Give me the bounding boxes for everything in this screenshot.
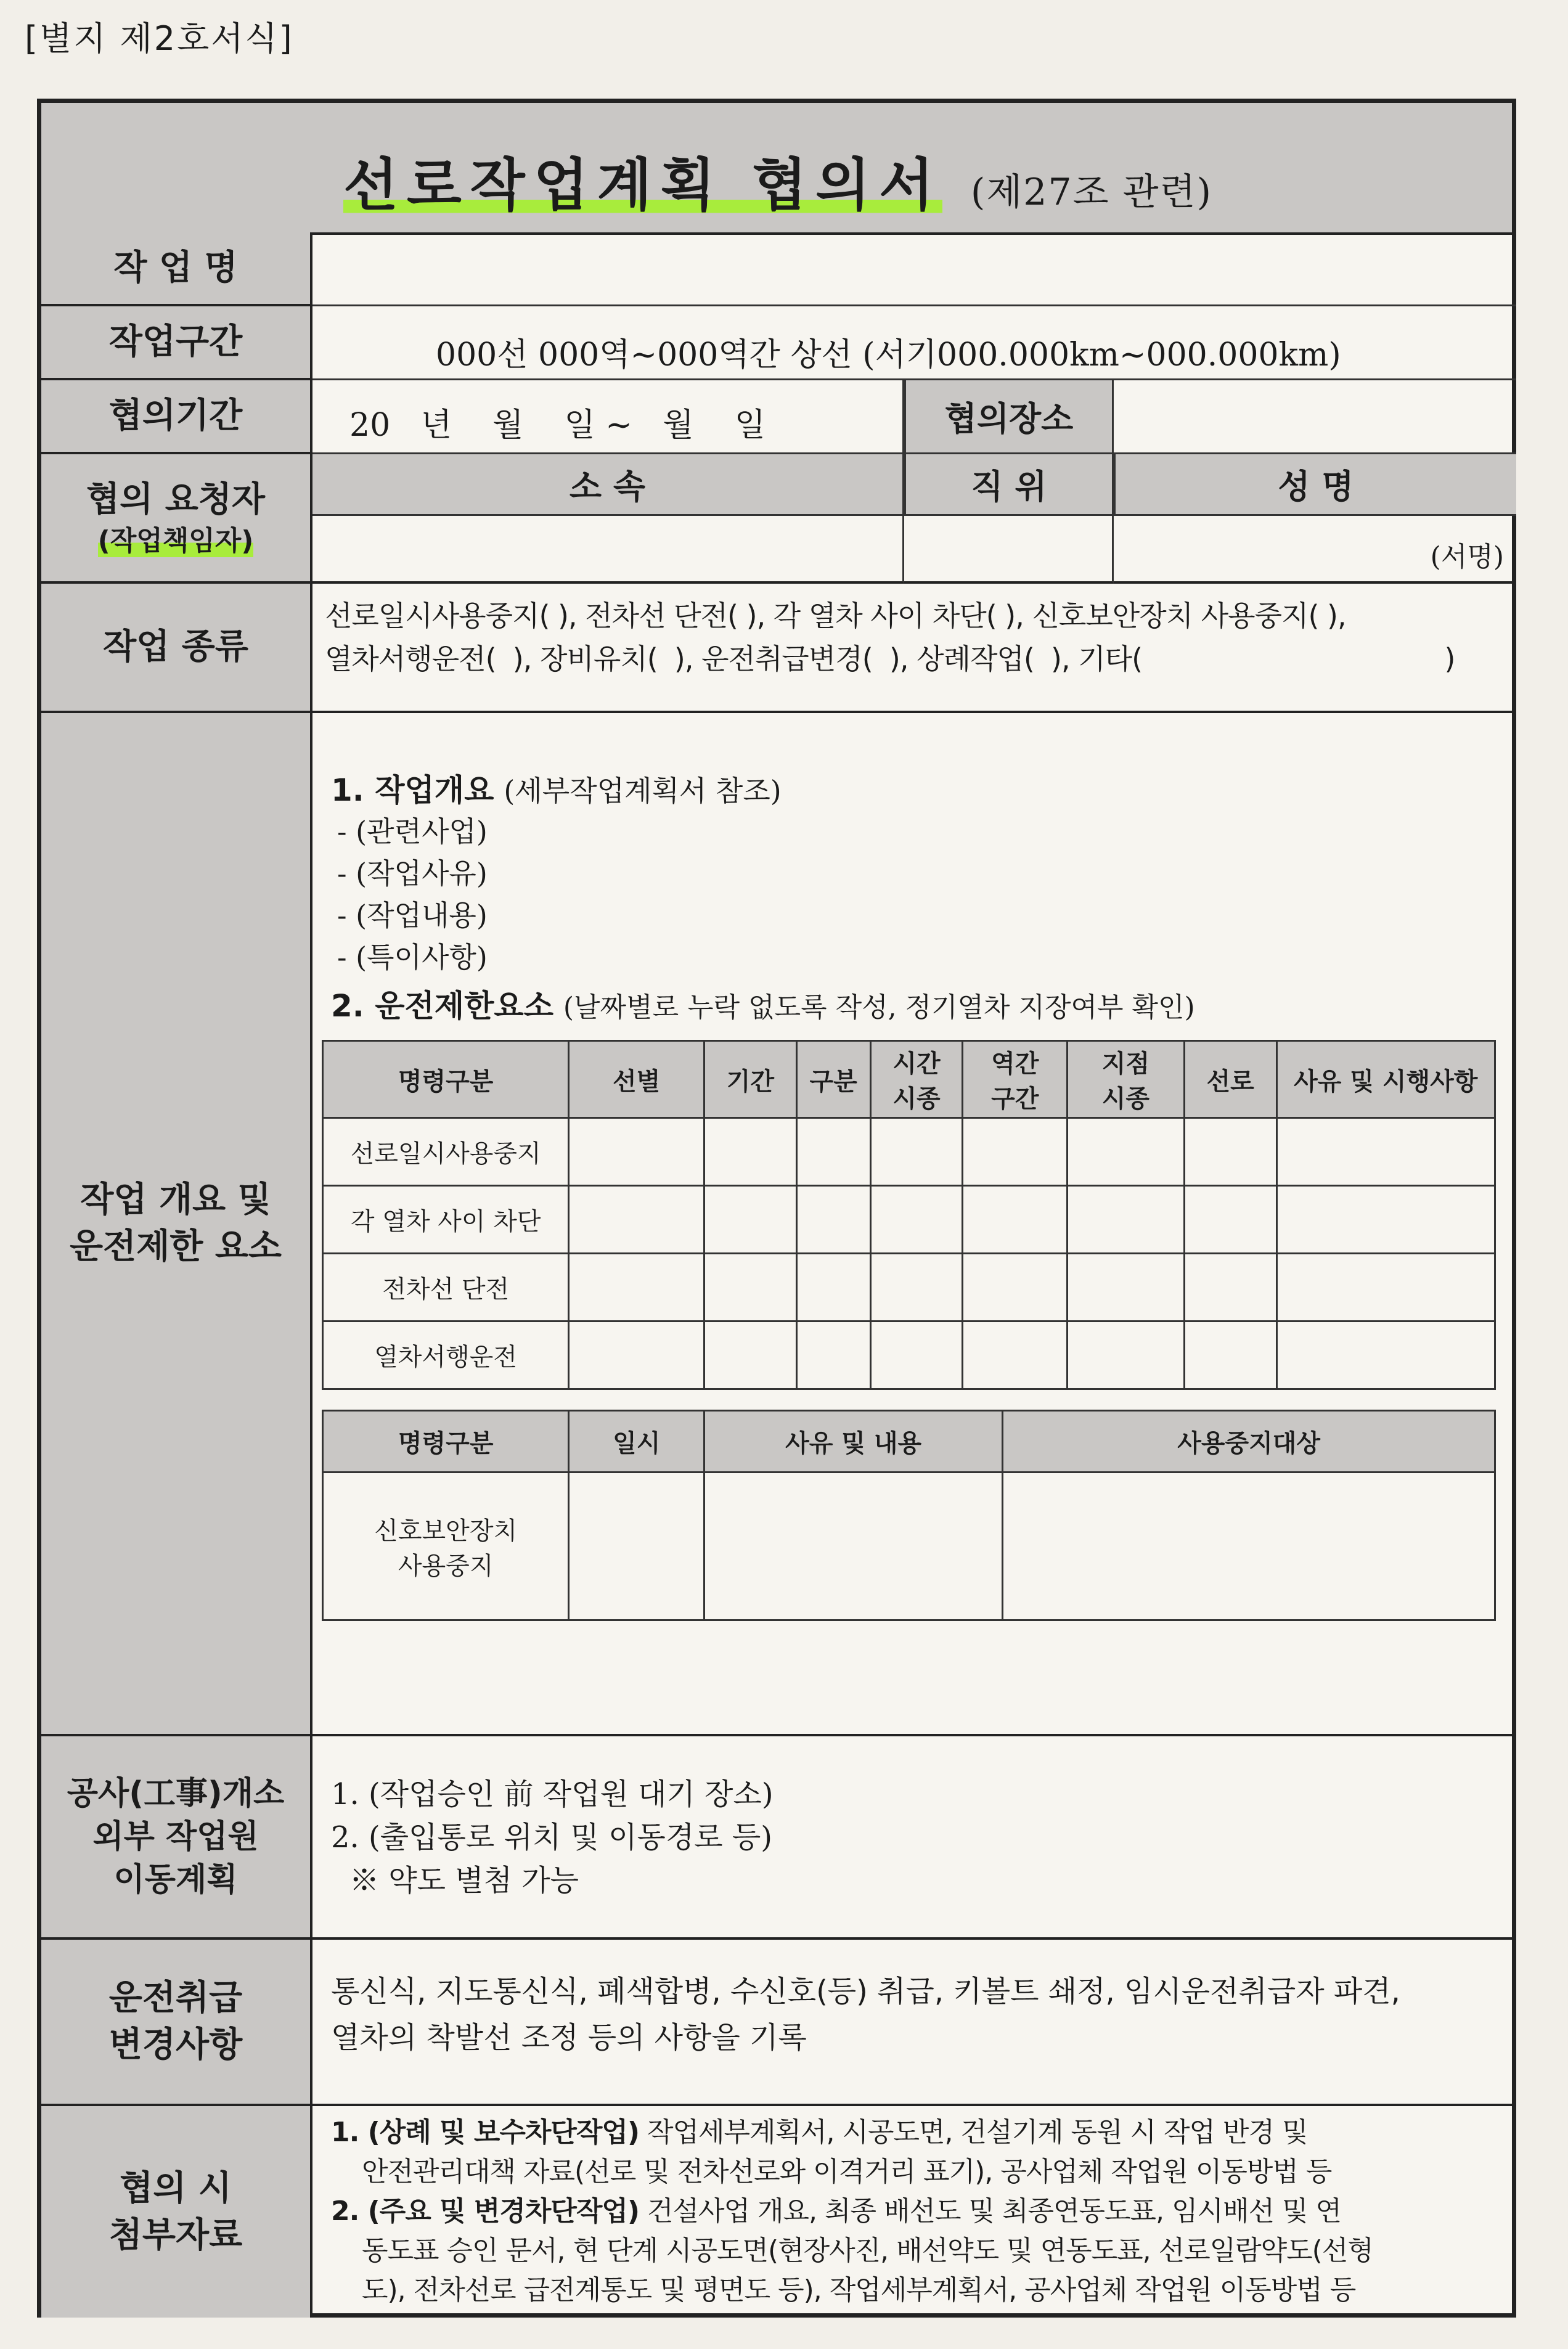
position-field[interactable] [904,516,1114,584]
overview-h2-note: (날짜별로 누락 없도록 작성, 정기열차 지장여부 확인) [563,992,1195,1023]
t1-cell[interactable] [1068,1322,1185,1389]
t1-cell[interactable] [1184,1322,1276,1389]
table-row [323,1322,1495,1389]
period-value: 20 년 월 일 ~ 월 일 [349,407,766,444]
work-name-label: 작 업 명 [41,232,312,306]
operation-change-label-line2: 변경사항 [108,2025,243,2065]
external-field[interactable] [312,1736,1516,1940]
t1-cell[interactable] [704,1186,796,1254]
overview-item-0: - (관련사업) [337,815,488,848]
overview-field [312,713,1516,1736]
form-number-tag: [별지 제2호서식] [25,19,294,58]
t1-cell[interactable] [569,1254,704,1322]
t1-cell[interactable] [796,1254,870,1322]
t1-cell[interactable] [796,1118,870,1186]
t2-cell[interactable] [704,1473,1003,1620]
title-sub: (제27조 관련) [970,171,1212,214]
period-label: 협의기간 [41,380,312,454]
overview-item-3: - (특이사항) [337,941,488,974]
t1-header-track: 선로 [1184,1041,1276,1118]
consultation-form [37,99,1516,2318]
overview-item-1: - (작업사유) [337,857,488,890]
t1-cell[interactable] [870,1118,963,1186]
overview-h2-title: 2. 운전제한요소 [331,988,553,1024]
operation-change-label-line1: 운전취급 [108,1978,243,2019]
attachments-label-line1: 협의 시 [120,2168,232,2208]
signature-mark: (서명) [1430,541,1504,573]
attachments-line4: 동도표 승인 문서, 현 단계 시공도면(현장사진, 배선약도 및 연동도표, 선로일람약도(선형 [362,2235,1373,2266]
restriction-table [322,1040,1496,1390]
t1-header-type: 구분 [796,1041,870,1118]
external-line3: ※ 약도 별첨 가능 [349,1863,579,1898]
t1-header-command: 명령구분 [323,1041,569,1118]
t1-cell[interactable] [1276,1322,1495,1389]
place-label: 협의장소 [904,380,1114,454]
external-label-line3: 이동계획 [113,1861,238,1899]
t1-cell[interactable] [569,1186,704,1254]
t1-cell[interactable] [569,1322,704,1389]
t1-row-label: 열차서행운전 [323,1322,569,1389]
title-row [41,103,1512,235]
t2-row-label-line2: 사용중지 [398,1551,494,1580]
overview-h1-title: 1. 작업개요 [331,772,494,808]
col-name: 성 명 [1114,454,1516,516]
t1-cell[interactable] [704,1118,796,1186]
external-label-line2: 외부 작업원 [92,1818,259,1855]
attachments-line3-head: 2. (주요 및 변경차단작업) [331,2196,640,2227]
t1-cell[interactable] [1068,1186,1185,1254]
external-label-line1: 공사(工事)개소 [67,1775,285,1812]
t1-header-line: 선별 [569,1041,704,1118]
t2-cell[interactable] [569,1473,704,1620]
overview-h1-note: (세부작업계획서 참조) [504,774,782,807]
t1-header-period: 기간 [704,1041,796,1118]
operation-change-line2: 열차의 착발선 조정 등의 사항을 기록 [331,2020,807,2055]
t1-header-point: 지점 시종 [1068,1041,1185,1118]
col-affiliation: 소 속 [312,454,904,516]
work-type-field[interactable] [312,584,1516,713]
overview-label [41,713,312,1736]
name-field[interactable] [1114,516,1516,584]
attachments-line5: 도), 전차선로 급전계통도 및 평면도 등), 작업세부계획서, 공사업체 작업원 이동방법 등 [362,2274,1356,2306]
t1-header-reason: 사유 및 시행사항 [1276,1041,1495,1118]
t1-cell[interactable] [870,1186,963,1254]
overview-item-2: - (작업내용) [337,899,488,932]
work-section-field[interactable] [312,306,1516,380]
work-type-label: 작업 종류 [41,584,312,713]
work-type-line2: 열차서행운전( ), 장비유치( ), 운전취급변경( ), 상례작업( ), 기타( ) [325,642,1455,676]
attachments-line2: 안전관리대책 자료(선로 및 전차선로와 이격거리 표기), 공사업체 작업원 이동방법 등 [362,2156,1332,2188]
external-line2: 2. (출입통로 위치 및 이동경로 등) [331,1820,772,1855]
work-type-line1: 선로일시사용중지( ), 전차선 단전( ), 각 열차 사이 차단( ), 신호보안장치 사용중지( ), [325,599,1346,632]
table-row [323,1118,1495,1186]
t1-cell[interactable] [870,1254,963,1322]
t1-cell[interactable] [1068,1118,1185,1186]
attachments-line1-rest: 작업세부계획서, 시공도면, 건설기계 동원 시 작업 반경 및 [639,2117,1308,2148]
attachments-line1-head: 1. (상례 및 보수차단작업) [331,2117,640,2148]
overview-h2 [331,984,1195,1028]
table-row [323,1186,1495,1254]
attachments-label [41,2106,312,2318]
attachments-line3 [331,2192,1341,2231]
t1-header-station-section: 역간 구간 [963,1041,1068,1118]
operation-change-label [41,1940,312,2106]
t1-row-label: 선로일시사용중지 [323,1118,569,1186]
table-row [323,1473,1495,1620]
work-section-value: 000선 000역~000역간 상선 (서기000.000km~000.000km) [436,337,1341,374]
requester-label [41,454,312,584]
t1-cell[interactable] [796,1322,870,1389]
requester-label-line1: 협의 요청자 [86,479,265,520]
t1-cell[interactable] [1184,1254,1276,1322]
signal-table [322,1410,1496,1621]
t1-cell[interactable] [1068,1254,1185,1322]
form-title [343,140,1212,221]
t1-cell[interactable] [963,1118,1068,1186]
place-field[interactable] [1114,380,1516,454]
t2-header-command: 명령구분 [323,1411,569,1473]
t1-cell[interactable] [704,1322,796,1389]
t2-row-label-line1: 신호보안장치 [374,1516,518,1545]
t1-header-time: 시간 시종 [870,1041,963,1118]
t2-header-reason: 사유 및 내용 [704,1411,1003,1473]
work-name-field[interactable] [312,232,1516,306]
external-line1: 1. (작업승인 前 작업원 대기 장소) [331,1777,774,1812]
attachments-line1 [331,2114,1308,2152]
t1-row-label: 전차선 단전 [323,1254,569,1322]
t1-cell[interactable] [1276,1118,1495,1186]
t1-cell[interactable] [870,1322,963,1389]
t1-row-label: 각 열차 사이 차단 [323,1186,569,1254]
t2-row-label [323,1473,569,1620]
t1-cell[interactable] [963,1186,1068,1254]
t1-cell[interactable] [1276,1186,1495,1254]
t2-cell[interactable] [1003,1473,1495,1620]
col-position: 직 위 [904,454,1114,516]
t1-cell[interactable] [963,1322,1068,1389]
table-row [323,1254,1495,1322]
affiliation-field[interactable] [312,516,904,584]
t1-cell[interactable] [1184,1118,1276,1186]
t1-cell[interactable] [1184,1186,1276,1254]
requester-label-line2: (작업책임자) [98,523,254,559]
operation-change-field[interactable] [312,1940,1516,2106]
t2-header-target: 사용중지대상 [1003,1411,1495,1473]
operation-change-line1: 통신식, 지도통신식, 폐색합병, 수신호(등) 취급, 키볼트 쇄정, 임시운전취급자 파견, [331,1974,1400,2009]
t1-cell[interactable] [704,1254,796,1322]
t1-cell[interactable] [963,1254,1068,1322]
period-field[interactable] [312,380,904,454]
overview-label-line2: 운전제한 요소 [69,1227,282,1267]
attachments-field[interactable] [312,2106,1516,2318]
t2-header-datetime: 일시 [569,1411,704,1473]
t1-cell[interactable] [796,1186,870,1254]
overview-label-line1: 작업 개요 및 [80,1180,271,1220]
t1-cell[interactable] [1276,1254,1495,1322]
attachments-label-line2: 첨부자료 [108,2215,243,2255]
work-section-label: 작업구간 [41,306,312,380]
attachments-line3-rest: 건설사업 개요, 최종 배선도 및 최종연동도표, 임시배선 및 연 [639,2196,1341,2227]
external-label [41,1736,312,1940]
t1-cell[interactable] [569,1118,704,1186]
title-main: 선로작업계획 협의서 [343,152,942,218]
overview-h1 [331,769,782,812]
